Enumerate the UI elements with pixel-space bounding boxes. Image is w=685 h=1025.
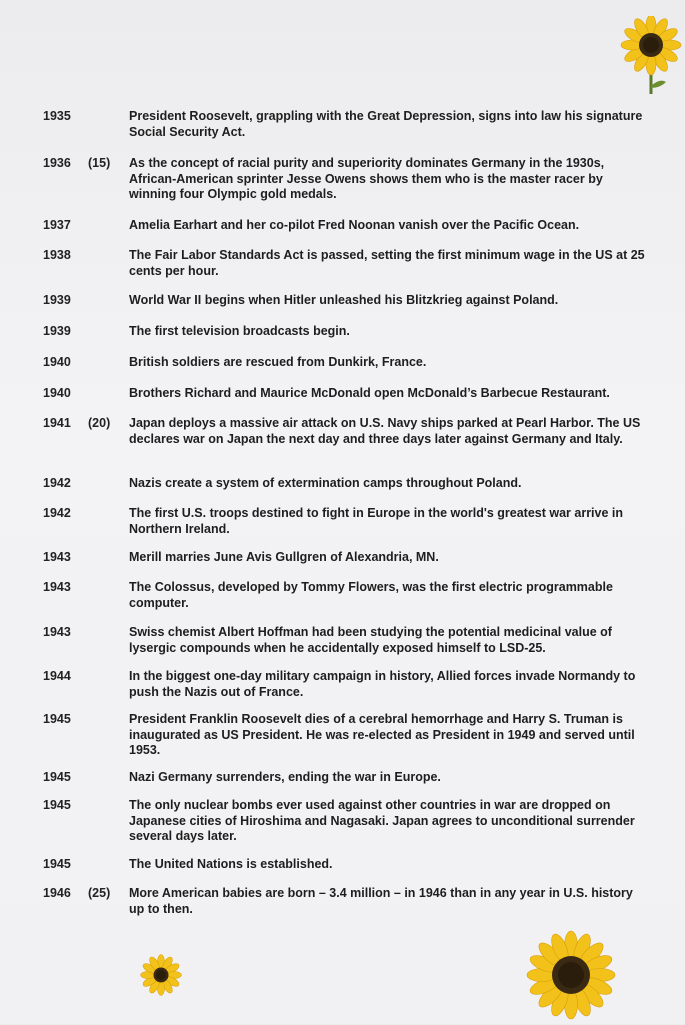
sunflower-icon <box>140 954 182 996</box>
entry-year: 1940 <box>43 386 71 400</box>
entry-year: 1942 <box>43 476 71 490</box>
entry-text: The Fair Labor Standards Act is passed, setting the first minimum wage in the US at 25 cents per hour. <box>129 248 645 278</box>
entry-year: 1939 <box>43 293 71 307</box>
entry-text: Merill marries June Avis Gullgren of Alexandria, MN. <box>129 550 439 564</box>
entry-text: Japan deploys a massive air attack on U.S. Navy ships parked at Pearl Harbor. The US declares war on Japan the next day and three days later against Germany and Italy. <box>129 416 641 446</box>
entry-text: More American babies are born – 3.4 million – in 1946 than in any year in U.S. history up to then. <box>129 886 633 916</box>
entry-year: 1943 <box>43 550 71 564</box>
entry-year: 1944 <box>43 669 71 683</box>
entry-year: 1940 <box>43 355 71 369</box>
entry-text: British soldiers are rescued from Dunkirk, France. <box>129 355 427 369</box>
entry-year: 1945 <box>43 712 71 726</box>
entry-text: Nazis create a system of extermination camps throughout Poland. <box>129 476 522 490</box>
entry-text: Amelia Earhart and her co-pilot Fred Noonan vanish over the Pacific Ocean. <box>129 218 580 232</box>
entry-year: 1939 <box>43 324 71 338</box>
entry-text: Nazi Germany surrenders, ending the war in Europe. <box>129 770 441 784</box>
entry-year: 1945 <box>43 798 71 812</box>
entry-text: President Franklin Roosevelt dies of a cerebral hemorrhage and Harry S. Truman is inaugurated as US President. He was re-elected as President in 1949 and served until 1953. <box>129 712 635 757</box>
entry-text: Brothers Richard and Maurice McDonald open McDonald’s Barbecue Restaurant. <box>129 386 610 400</box>
entry-year: 1943 <box>43 580 71 594</box>
entry-year: 1942 <box>43 506 71 520</box>
entry-year: 1938 <box>43 248 71 262</box>
entry-year: 1937 <box>43 218 71 232</box>
entry-text: In the biggest one-day military campaign in history, Allied forces invade Normandy to push the Nazis out of France. <box>129 669 636 699</box>
entry-text: The Colossus, developed by Tommy Flowers, was the first electric programmable computer. <box>129 580 613 610</box>
entry-year: 1945 <box>43 857 71 871</box>
entry-age: (25) <box>88 886 111 900</box>
entry-year: 1941 <box>43 416 71 430</box>
entry-year: 1943 <box>43 625 71 639</box>
entry-year: 1935 <box>43 109 71 123</box>
entry-text: The first U.S. troops destined to fight in Europe in the world's greatest war arrive in Northern Ireland. <box>129 506 624 536</box>
entry-year: 1936 <box>43 156 71 170</box>
entry-text: President Roosevelt, grappling with the Great Depression, signs into law his signature Social Security Act. <box>129 109 643 139</box>
entry-age: (20) <box>88 416 111 430</box>
sunflower-icon <box>526 930 616 1020</box>
entry-text: The only nuclear bombs ever used against other countries in war are dropped on Japanese cities of Hiroshima and Nagasaki. Japan agrees to unconditional surrender several days later. <box>129 798 635 843</box>
entry-text: Swiss chemist Albert Hoffman had been studying the potential medicinal value of lysergic compounds when he accidentally exposed himself to LSD-25. <box>129 625 612 655</box>
entry-text: The first television broadcasts begin. <box>129 324 350 338</box>
entry-text: World War II begins when Hitler unleashed his Blitzkrieg against Poland. <box>129 293 559 307</box>
entry-text: The United Nations is established. <box>129 857 333 871</box>
entry-age: (15) <box>88 156 111 170</box>
entry-year: 1945 <box>43 770 71 784</box>
entry-text: As the concept of racial purity and superiority dominates Germany in the 1930s, African-American sprinter Jesse Owens shows them who is the master racer by winning four Olympic gold medals. <box>129 156 605 201</box>
entry-year: 1946 <box>43 886 71 900</box>
sunflower-icon <box>620 16 682 96</box>
